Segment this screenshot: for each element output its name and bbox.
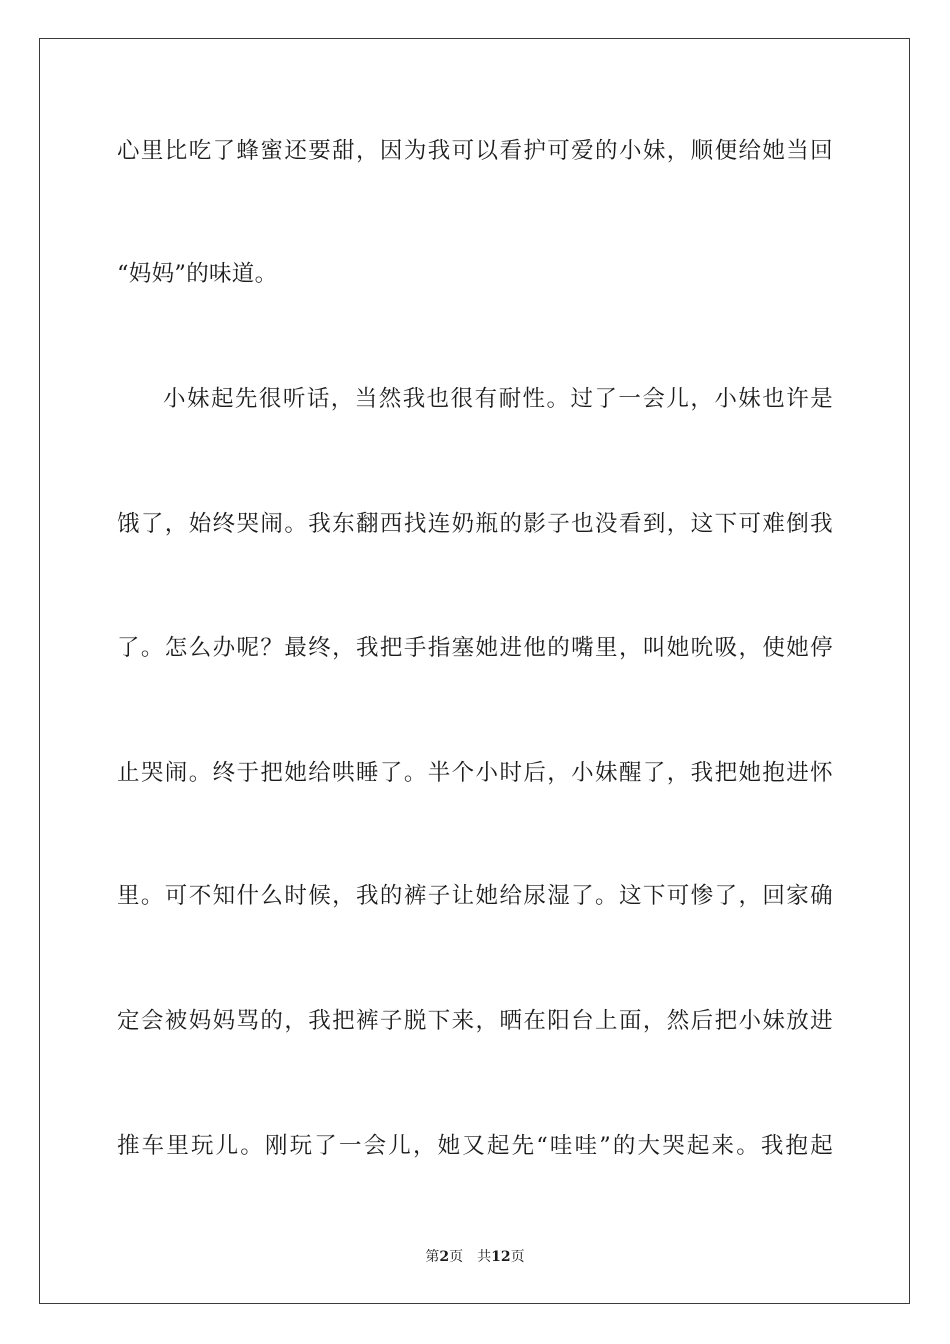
- body-text-line-4: 饿了，始终哭闹。我东翻西找连奶瓶的影子也没看到，这下可难倒我: [117, 511, 833, 537]
- body-text-line-5: 了。怎么办呢？最终，我把手指塞她进他的嘴里，叫她吮吸，使她停: [117, 635, 833, 661]
- page-number-prefix: 第: [425, 1249, 440, 1265]
- body-text-line-1: 心里比吃了蜂蜜还要甜，因为我可以看护可爱的小妹，顺便给她当回: [117, 138, 833, 164]
- page-number-suffix: 页: [449, 1249, 464, 1265]
- total-pages-suffix: 页: [510, 1249, 525, 1265]
- body-text-line-3: 小妹起先很听话，当然我也很有耐性。过了一会儿，小妹也许是: [163, 386, 833, 412]
- total-pages-prefix: 共: [477, 1249, 492, 1265]
- page-number: 2: [439, 1249, 450, 1265]
- page-border: [39, 38, 910, 1304]
- body-text-line-7: 里。可不知什么时候，我的裤子让她给尿湿了。这下可惨了，回家确: [117, 883, 833, 909]
- body-text-line-2: “妈妈”的味道。: [117, 261, 278, 287]
- body-text-line-8: 定会被妈妈骂的，我把裤子脱下来，晒在阳台上面，然后把小妹放进: [117, 1008, 833, 1034]
- body-text-line-6: 止哭闹。终于把她给哄睡了。半个小时后，小妹醒了，我把她抱进怀: [117, 760, 833, 786]
- page-footer: [0, 1248, 950, 1266]
- total-pages: 12: [491, 1249, 511, 1265]
- body-text-line-9: 推车里玩儿。刚玩了一会儿，她又起先“哇哇”的大哭起来。我抱起: [117, 1133, 833, 1159]
